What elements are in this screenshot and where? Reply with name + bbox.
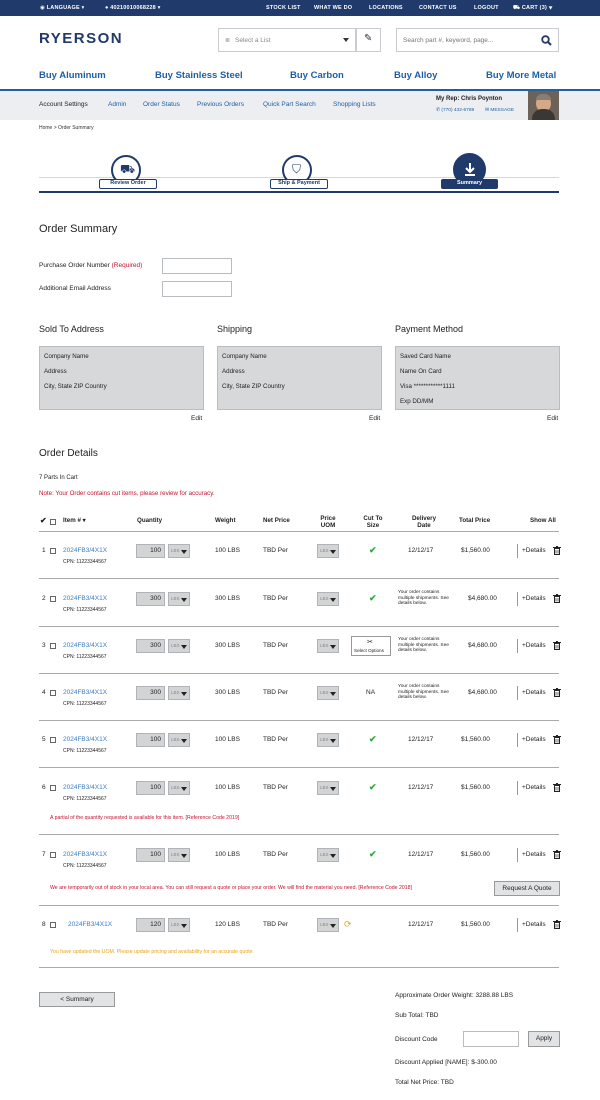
- uom-select[interactable]: [168, 781, 190, 795]
- subnav-shopping-lists[interactable]: Shopping Lists: [333, 101, 376, 108]
- row-net-price: TBD Per: [263, 851, 288, 858]
- sold-to-line: Address: [44, 368, 67, 375]
- row-net-price: TBD Per: [263, 689, 288, 696]
- request-quote-button[interactable]: Request A Quote: [494, 881, 560, 896]
- edit-icon: ✎: [364, 33, 373, 44]
- payment-line: Name On Card: [400, 368, 442, 375]
- payment-method-box: [395, 346, 560, 410]
- item-link[interactable]: 2024FB3/4X1X: [63, 736, 108, 743]
- uom-value: LBS: [171, 922, 180, 927]
- sold-to-line: City, State ZIP Country: [44, 383, 107, 390]
- item-link[interactable]: 2024FB3/4X1X: [63, 689, 108, 696]
- discount-applied: Discount Applied [NAME]: $-300.00: [395, 1059, 497, 1066]
- sold-to-address-box: [39, 346, 204, 410]
- uom-value: LBS: [171, 643, 180, 648]
- details-divider: [517, 544, 518, 558]
- additional-email-input[interactable]: [162, 281, 232, 297]
- price-uom-value: LBS: [320, 852, 329, 857]
- details-toggle[interactable]: +Details: [522, 921, 546, 928]
- price-uom-select[interactable]: [317, 639, 339, 653]
- total-net-price: Total Net Price: TBD: [395, 1079, 454, 1086]
- row-divider: [39, 720, 559, 721]
- cut-items-note: Note: Your Order contains cut items, please review for accuracy.: [39, 490, 215, 497]
- price-uom-value: LBS: [320, 643, 329, 648]
- row-divider: [39, 967, 559, 968]
- uom-value: LBS: [171, 785, 180, 790]
- shipping-line: City, State ZIP Country: [222, 383, 285, 390]
- sub-total: Sub Total: TBD: [395, 1012, 439, 1019]
- scissors-icon: ✂: [367, 639, 373, 646]
- row-checkbox[interactable]: [50, 737, 56, 743]
- table-header-divider: [39, 531, 559, 532]
- price-uom-select[interactable]: [317, 592, 339, 606]
- row-divider: [39, 767, 559, 768]
- select-all-check-icon: ✔: [40, 516, 47, 525]
- row-net-price: TBD Per: [263, 736, 288, 743]
- details-divider: [517, 733, 518, 747]
- row-net-price: TBD Per: [263, 595, 288, 602]
- price-uom-value: LBS: [320, 548, 329, 553]
- uom-value: LBS: [171, 548, 180, 553]
- details-toggle[interactable]: +Details: [522, 851, 546, 858]
- rep-phone-number: (770) 432-6789: [441, 108, 475, 113]
- price-uom-value: LBS: [320, 922, 329, 927]
- subnav-admin[interactable]: Admin: [108, 101, 127, 108]
- uom-select[interactable]: [168, 544, 190, 558]
- cart-label: CART (3): [521, 5, 547, 11]
- nav-buy-alloy[interactable]: Buy Alloy: [394, 70, 438, 81]
- header-item-sort[interactable]: [63, 517, 86, 524]
- details-toggle[interactable]: +Details: [522, 784, 546, 791]
- row-total-price: $1,560.00: [461, 851, 490, 858]
- chevron-down-icon: [181, 598, 187, 602]
- po-number-input[interactable]: [162, 258, 232, 274]
- row-net-price: TBD Per: [263, 784, 288, 791]
- row-checkbox[interactable]: [50, 922, 56, 928]
- chevron-down-icon: [181, 550, 187, 554]
- uom-select[interactable]: [168, 639, 190, 653]
- uom-select[interactable]: [168, 592, 190, 606]
- trash-icon[interactable]: [553, 641, 561, 650]
- trash-icon[interactable]: [553, 783, 561, 792]
- order-details-title: Order Details: [39, 448, 98, 459]
- price-uom-select[interactable]: [317, 733, 339, 747]
- row-checkbox[interactable]: [50, 785, 56, 791]
- delivery-date: 12/12/17: [408, 784, 434, 791]
- chevron-down-icon: [330, 739, 336, 743]
- details-divider: [517, 781, 518, 795]
- multiple-shipments-note: Your order contains multiple shipments. See details below.: [398, 684, 449, 701]
- select-options-button[interactable]: [351, 636, 391, 656]
- language-menu[interactable]: ◉ LANGUAGE ▾: [40, 5, 85, 11]
- row-total-price: $4,680.00: [468, 595, 497, 602]
- breadcrumb: Home > Order Summary: [39, 125, 94, 131]
- chevron-down-icon: [181, 645, 187, 649]
- nav-buy-more-metal[interactable]: Buy More Metal: [486, 70, 557, 81]
- row-number: 7: [42, 851, 46, 858]
- shipping-line: Company Name: [222, 353, 267, 360]
- quantity-input[interactable]: 300: [136, 592, 165, 606]
- trash-icon[interactable]: [553, 920, 561, 929]
- payment-line: Saved Card Name: [400, 353, 451, 360]
- row-number: 6: [42, 784, 46, 791]
- payment-edit-link[interactable]: Edit: [547, 415, 559, 422]
- list-icon: ≣: [225, 38, 231, 44]
- cut-check-icon: ✔: [369, 782, 377, 792]
- rep-avatar: [528, 91, 559, 120]
- chevron-down-icon: [181, 692, 187, 696]
- row-divider: [39, 578, 559, 579]
- chevron-down-icon: [330, 854, 336, 858]
- cpn-number: CPN: 11223344567: [63, 748, 107, 754]
- account-subnav: [0, 91, 600, 120]
- steps-underline: [39, 191, 559, 193]
- price-uom-value: LBS: [320, 690, 329, 695]
- back-to-summary-button[interactable]: < Summary: [39, 992, 115, 1007]
- discount-code-label: Discount Code: [395, 1036, 438, 1043]
- subnav-previous-orders[interactable]: Previous Orders: [197, 101, 244, 108]
- row-number: 2: [42, 595, 46, 602]
- row-checkbox[interactable]: [50, 852, 56, 858]
- cpn-number: CPN: 11223344567: [63, 796, 107, 802]
- chevron-down-icon: [330, 692, 336, 696]
- stock-list-link[interactable]: STOCK LIST: [266, 5, 301, 11]
- row-divider: [39, 626, 559, 627]
- po-number-label: [39, 262, 142, 269]
- sold-to-edit-link[interactable]: Edit: [191, 415, 203, 422]
- logout-link[interactable]: LOGOUT: [474, 5, 499, 11]
- cpn-number: CPN: 11223344567: [63, 863, 107, 869]
- chevron-down-icon: [181, 924, 187, 928]
- uom-select[interactable]: [168, 848, 190, 862]
- payment-line: Exp DD/MM: [400, 398, 434, 405]
- quantity-input[interactable]: 100: [136, 733, 165, 747]
- uom-select[interactable]: [168, 733, 190, 747]
- price-uom-select[interactable]: [317, 918, 339, 932]
- cut-check-icon: ✔: [369, 849, 377, 859]
- row-number: 5: [42, 736, 46, 743]
- cart-link[interactable]: ⛟ CART (3) ▾: [513, 5, 553, 11]
- sold-to-title: Sold To Address: [39, 324, 104, 334]
- search-input[interactable]: [396, 28, 559, 52]
- row-weight: 100 LBS: [215, 784, 240, 791]
- details-divider: [517, 848, 518, 862]
- select-all-checkbox[interactable]: [50, 519, 56, 525]
- row-weight: 100 LBS: [215, 736, 240, 743]
- shipping-edit-link[interactable]: Edit: [369, 415, 381, 422]
- required-marker: (Required): [111, 262, 143, 269]
- delivery-date: 12/12/17: [408, 851, 434, 858]
- step-ship-payment-label[interactable]: Ship & Payment: [270, 179, 328, 189]
- quantity-input[interactable]: 100: [136, 848, 165, 862]
- chevron-down-icon: [330, 550, 336, 554]
- search-placeholder: Search part #, keyword, page...: [403, 37, 494, 44]
- trash-icon[interactable]: [553, 735, 561, 744]
- details-toggle[interactable]: +Details: [522, 547, 546, 554]
- apply-discount-button[interactable]: Apply: [528, 1031, 560, 1047]
- cart-icon: ⛟: [120, 162, 136, 176]
- row-divider: [39, 834, 559, 835]
- item-link[interactable]: 2024FB3/4X1X: [63, 784, 108, 791]
- uom-select[interactable]: [168, 918, 190, 932]
- step-review-order-label[interactable]: Review Order: [99, 179, 157, 189]
- chevron-down-icon: [343, 38, 349, 42]
- trash-icon[interactable]: [553, 688, 561, 697]
- order-weight: Approximate Order Weight: 3288.88 LBS: [395, 992, 514, 999]
- quantity-input[interactable]: 100: [136, 544, 165, 558]
- chevron-down-icon: [181, 787, 187, 791]
- row-total-price: $1,560.00: [461, 736, 490, 743]
- uom-select[interactable]: [168, 686, 190, 700]
- trash-icon[interactable]: [553, 594, 561, 603]
- details-divider: [517, 686, 518, 700]
- language-label: LANGUAGE: [46, 5, 80, 11]
- step-summary-label[interactable]: Summary: [441, 179, 498, 189]
- row-net-price: TBD Per: [263, 642, 288, 649]
- payment-line: Visa ************1111: [400, 383, 455, 390]
- details-divider: [517, 918, 518, 932]
- search-icon[interactable]: [541, 35, 552, 46]
- header-item: Item #: [63, 517, 81, 524]
- row-checkbox[interactable]: [50, 548, 56, 554]
- header-total-price: Total Price: [459, 517, 491, 524]
- row-weight: 300 LBS: [215, 689, 240, 696]
- cpn-number: CPN: 11223344567: [63, 701, 107, 707]
- cut-na: NA: [366, 689, 376, 696]
- row-net-price: TBD Per: [263, 547, 288, 554]
- item-link[interactable]: 2024FB3/4X1X: [63, 547, 108, 554]
- header-quantity: Quantity: [137, 517, 163, 524]
- edit-list-button[interactable]: [356, 28, 381, 52]
- chevron-down-icon: [330, 787, 336, 791]
- cut-check-icon: ✔: [369, 545, 377, 555]
- row-weight: 100 LBS: [215, 851, 240, 858]
- chevron-down-icon: [330, 924, 336, 928]
- rep-message-label: MESSAGE: [490, 108, 515, 113]
- row-checkbox[interactable]: [50, 643, 56, 649]
- price-uom-value: LBS: [320, 737, 329, 742]
- shipping-line: Address: [222, 368, 245, 375]
- row-message: We are temporarily out of stock in your local area. You can still request a quote or place your order. We will find the material you need. [Reference Code 2018]: [50, 885, 412, 891]
- select-list-placeholder: Select a List: [235, 37, 271, 44]
- row-weight: 300 LBS: [215, 642, 240, 649]
- quantity-input[interactable]: 300: [136, 639, 165, 653]
- rep-message-link[interactable]: ✉ MESSAGE: [485, 108, 515, 113]
- account-number: 40210010068228: [110, 5, 156, 11]
- tag-icon: ⛉: [292, 162, 302, 176]
- row-weight: 120 LBS: [215, 921, 240, 928]
- subnav-account-settings[interactable]: Account Settings: [39, 101, 88, 108]
- header-price-uom: Price UOM: [320, 515, 336, 529]
- nav-buy-aluminum[interactable]: Buy Aluminum: [39, 70, 106, 81]
- download-icon: [464, 163, 476, 176]
- what-we-do-link[interactable]: WHAT WE DO: [314, 5, 353, 11]
- chevron-down-icon: [181, 854, 187, 858]
- shipping-title: Shipping: [217, 324, 253, 334]
- row-checkbox[interactable]: [50, 690, 56, 696]
- row-divider: [39, 905, 559, 906]
- row-total-price: $4,680.00: [468, 689, 497, 696]
- chevron-down-icon: [181, 739, 187, 743]
- row-net-price: TBD Per: [263, 921, 288, 928]
- chevron-down-icon: [330, 645, 336, 649]
- item-link[interactable]: 2024FB3/4X1X: [68, 921, 113, 928]
- chevron-down-icon: [330, 598, 336, 602]
- uom-value: LBS: [171, 690, 180, 695]
- details-toggle[interactable]: +Details: [522, 595, 546, 602]
- details-divider: [517, 592, 518, 606]
- price-uom-value: LBS: [320, 785, 329, 790]
- row-total-price: $1,560.00: [461, 921, 490, 928]
- locations-link[interactable]: LOCATIONS: [369, 5, 403, 11]
- cpn-number: CPN: 11223344567: [63, 654, 107, 660]
- quantity-input[interactable]: 100: [136, 781, 165, 795]
- cut-check-icon: ✔: [369, 734, 377, 744]
- uom-value: LBS: [171, 852, 180, 857]
- cpn-number: CPN: 11223344567: [63, 559, 107, 565]
- row-divider: [39, 673, 559, 674]
- discount-code-input[interactable]: [463, 1031, 519, 1047]
- refresh-icon[interactable]: ⟳: [344, 919, 352, 929]
- ryerson-logo[interactable]: RYERSON: [39, 30, 124, 47]
- price-uom-select[interactable]: [317, 848, 339, 862]
- price-uom-value: LBS: [320, 596, 329, 601]
- row-checkbox[interactable]: [50, 596, 56, 602]
- contact-us-link[interactable]: CONTACT US: [419, 5, 457, 11]
- sold-to-line: Company Name: [44, 353, 89, 360]
- payment-method-title: Payment Method: [395, 324, 464, 334]
- price-uom-select[interactable]: [317, 544, 339, 558]
- cpn-number: CPN: 11223344567: [63, 607, 107, 613]
- rep-phone[interactable]: ✆ (770) 432-6789: [436, 108, 475, 113]
- details-toggle[interactable]: +Details: [522, 689, 546, 696]
- subnav-quick-part-search[interactable]: Quick Part Search: [263, 101, 316, 108]
- shipping-address-box: [217, 346, 382, 410]
- top-bar: [0, 0, 600, 16]
- row-number: 4: [42, 689, 46, 696]
- item-link[interactable]: 2024FB3/4X1X: [63, 642, 108, 649]
- item-link[interactable]: 2024FB3/4X1X: [63, 595, 108, 602]
- row-number: 3: [42, 642, 46, 649]
- item-link[interactable]: 2024FB3/4X1X: [63, 851, 108, 858]
- account-menu[interactable]: ● 40210010068228 ▾: [105, 5, 161, 11]
- details-toggle[interactable]: +Details: [522, 642, 546, 649]
- show-all-link[interactable]: Show All: [530, 517, 556, 524]
- delivery-date: 12/12/17: [408, 921, 434, 928]
- quantity-input[interactable]: 120: [136, 918, 165, 932]
- select-options-label: Select Options: [354, 648, 384, 653]
- rep-title: My Rep: Chris Poynton: [436, 96, 503, 102]
- multiple-shipments-note: Your order contains multiple shipments. See details below.: [398, 637, 449, 654]
- trash-icon[interactable]: [553, 850, 561, 859]
- price-uom-select[interactable]: [317, 781, 339, 795]
- cut-check-icon: ✔: [369, 593, 377, 603]
- row-total-price: $1,560.00: [461, 547, 490, 554]
- nav-buy-stainless-steel[interactable]: Buy Stainless Steel: [155, 70, 243, 81]
- nav-buy-carbon[interactable]: Buy Carbon: [290, 70, 344, 81]
- cart-icon: ⛟: [513, 5, 521, 11]
- delivery-date: 12/12/17: [408, 736, 434, 743]
- delivery-date: 12/12/17: [408, 547, 434, 554]
- header-cut-to-size: Cut To Size: [363, 515, 383, 529]
- order-summary-title: Order Summary: [39, 223, 118, 235]
- header-delivery-date: Delivery Date: [411, 515, 437, 529]
- subnav-order-status[interactable]: Order Status: [143, 101, 180, 108]
- header-weight: Weight: [215, 517, 236, 524]
- trash-icon[interactable]: [553, 546, 561, 555]
- price-uom-select[interactable]: [317, 686, 339, 700]
- sort-down-icon: ▾: [82, 517, 86, 524]
- header-net-price: Net Price: [263, 517, 290, 524]
- row-weight: 100 LBS: [215, 547, 240, 554]
- po-label-text: Purchase Order Number: [39, 262, 110, 269]
- uom-value: LBS: [171, 737, 180, 742]
- select-list-dropdown[interactable]: [218, 28, 356, 52]
- uom-value: LBS: [171, 596, 180, 601]
- row-number: 1: [42, 547, 46, 554]
- parts-count: 7 Parts In Cart: [39, 475, 78, 481]
- row-message: A partial of the quantity requested is available for this item. [Reference Code 2019]: [50, 815, 240, 821]
- row-total-price: $4,680.00: [468, 642, 497, 649]
- multiple-shipments-note: Your order contains multiple shipments. See details below.: [398, 590, 449, 607]
- details-divider: [517, 639, 518, 653]
- row-total-price: $1,560.00: [461, 784, 490, 791]
- quantity-input[interactable]: 300: [136, 686, 165, 700]
- row-message: You have updated the UOM. Please update pricing and availability for an accurate quote.: [50, 949, 254, 955]
- row-weight: 300 LBS: [215, 595, 240, 602]
- row-number: 8: [42, 921, 46, 928]
- email-label: Additional Email Address: [39, 285, 111, 292]
- details-toggle[interactable]: +Details: [522, 736, 546, 743]
